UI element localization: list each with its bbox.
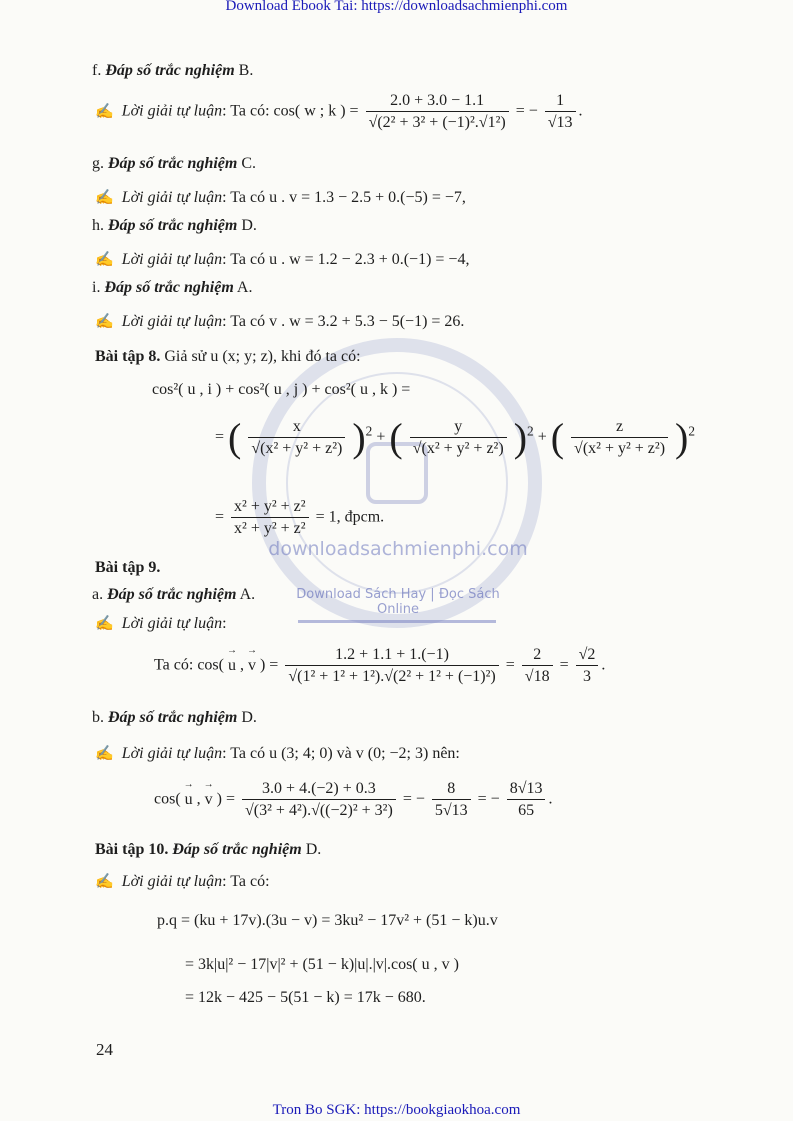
formula: u (3; 4; 0) và v (0; −2; 3) nên: [269, 745, 460, 762]
fraction-denominator: √13 [547, 114, 573, 131]
exercise-intro: Giả sử u (x; y; z), khi đó ta có: [164, 348, 361, 365]
answer-choice: B. [238, 62, 254, 79]
watermark-text: downloadsachmienphi.com [268, 538, 528, 560]
fraction-denominator: √(2² + 3² + (−1)².√1²) [368, 114, 506, 131]
fraction-numerator: 8 [432, 780, 471, 800]
conclusion: = 1, đpcm. [315, 508, 385, 526]
answer-choice: A. [236, 279, 253, 296]
answer-choice: C. [241, 155, 257, 172]
solution-label: Lời giải tự luận [121, 615, 223, 632]
fraction-denominator: √(3² + 4²).√((−2)² + 3²) [245, 802, 393, 819]
formula: u . v = 1.3 − 2.5 + 0.(−5) = −7, [269, 189, 466, 206]
solution-label: Lời giải tự luận [121, 313, 223, 330]
answer-label: Đáp số trắc nghiệm [107, 586, 237, 603]
fraction-denominator: 65 [518, 802, 535, 819]
item-i-answer [92, 279, 252, 297]
item-g-answer [92, 155, 256, 173]
exercise-title: Bài tập 8. [95, 348, 161, 365]
answer-choice: D. [241, 709, 257, 726]
exercise-10-answer [95, 841, 321, 859]
fraction-numerator: x [248, 418, 345, 438]
fraction [432, 780, 471, 820]
fraction [545, 92, 576, 132]
exercise-9-title: Bài tập 9. [95, 559, 161, 576]
ta-co: Ta có [230, 189, 266, 206]
fraction-numerator: x² + y² + z² [231, 498, 309, 518]
exercise-9b-answer [92, 709, 257, 727]
fraction-numerator: z [571, 418, 668, 438]
fraction [410, 418, 507, 458]
solution-label: Lời giải tự luận [121, 873, 223, 890]
fraction-denominator: √(x² + y² + z²) [412, 440, 504, 457]
answer-label: Đáp số trắc nghiệm [104, 279, 234, 296]
fraction-numerator: √2 [576, 646, 599, 666]
exercise-8-line1: cos²( u , i ) + cos²( u , j ) + cos²( u , k ) = [152, 381, 411, 398]
answer-label: Đáp số trắc nghiệm [108, 155, 238, 172]
fraction-denominator: √(1² + 1² + 1²).√(2² + 1² + (−1)²) [288, 668, 496, 685]
formula: v . w = 3.2 + 5.3 − 5(−1) = 26. [269, 313, 465, 330]
page-footer-link[interactable]: Tron Bo SGK: https://bookgiaokhoa.com [272, 1102, 521, 1118]
formula-lhs: cos( w ; k ) = [273, 102, 359, 120]
page-header-link[interactable]: Download Ebook Tai: https://downloadsachmienphi.com [225, 0, 568, 14]
pen-icon: ✍ [95, 190, 114, 206]
item-h-answer [92, 217, 257, 235]
solution-label: Lời giải tự luận [121, 102, 223, 120]
item-g-solution: ✍ Lời giải tự luận: Ta có u . v = 1.3 − 2.5 + 0.(−5) = −7, [95, 189, 466, 206]
exercise-10-line2: = 3k|u|² − 17|v|² + (51 − k)|u|.|v|.cos( u , v ) [185, 956, 459, 973]
fraction [248, 418, 345, 458]
pen-icon: ✍ [95, 874, 114, 890]
ta-co: Ta có: [230, 102, 270, 120]
fraction-numerator: y [410, 418, 507, 438]
fraction [522, 646, 553, 686]
solution-label: Lời giải tự luận [121, 189, 223, 206]
fraction-denominator: 5√13 [434, 802, 468, 819]
item-letter: h. [92, 217, 104, 234]
pen-icon: ✍ [95, 314, 114, 330]
exercise-9b-solution: ✍ Lời giải tự luận: Ta có u (3; 4; 0) và v (0; −2; 3) nên: [95, 745, 460, 762]
item-h-solution: ✍ Lời giải tự luận: Ta có u . w = 1.2 − 2.3 + 0.(−1) = −4, [95, 251, 470, 268]
exercise-9a-answer [92, 586, 255, 604]
fraction-denominator: √18 [524, 668, 550, 685]
fraction-denominator: x² + y² + z² [234, 520, 306, 537]
watermark-divider [298, 620, 496, 623]
fraction-numerator: 1 [545, 92, 576, 112]
pen-icon: ✍ [95, 746, 114, 762]
ta-co: Ta có [230, 745, 266, 762]
exercise-8-line3: = $\frac{\text{x² + y² + z²}}{\text{x² + y² + z²}}$ = 1, đpcm. [215, 498, 385, 537]
fraction [231, 498, 309, 538]
solution-label: Lời giải tự luận [121, 251, 223, 268]
fraction [366, 92, 509, 132]
solution-label: Lời giải tự luận [121, 745, 223, 762]
exercise-8-line2: = ( $\frac{x}{\text{√(x² + y² + z²)}}$ )$^2$ + ( $\frac{y}{\text{√(x² + y² + z²)}}$ )$^2$ + ( $\frac{z}{\text{√(x² + y² + z²)}}$ )$^2$ [215, 415, 696, 460]
exercise-title: Bài tập 10. [95, 841, 169, 858]
exercise-9b-formula: cos( → u , → v ) = $\frac{3.0 + 4.(-2) + 0.3}{\text{√(3² + 4²).√((−2)² + 3²)}}$ = − $\frac{8}{5√13}$ = − $\frac{8√13}{65}$ . [154, 780, 552, 820]
exercise-9a-formula: Ta có: cos( → u , → v ) = $\frac{1.2 + 1.1 + 1.(-1)}{\text{√(1² + 1² + 1²).√(2² + 1² + (−1)²)}}$ = $\frac{2}{√18}$ = $\frac{√2}{3}$ . [154, 646, 605, 686]
pen-icon: ✍ [95, 616, 114, 632]
ta-co: Ta có [230, 313, 266, 330]
fraction [285, 646, 498, 686]
item-letter: b. [92, 709, 104, 726]
ta-co: Ta có [230, 251, 266, 268]
answer-choice: A. [239, 586, 256, 603]
answer-label: Đáp số trắc nghiệm [172, 841, 302, 858]
fraction-numerator: 8√13 [507, 780, 546, 800]
fraction [571, 418, 668, 458]
item-letter: i. [92, 279, 101, 296]
fraction-numerator: 2 [522, 646, 553, 666]
item-letter: a. [92, 586, 104, 603]
item-letter: g. [92, 155, 104, 172]
answer-choice: D. [305, 841, 322, 858]
answer-label: Đáp số trắc nghiệm [105, 62, 235, 79]
answer-label: Đáp số trắc nghiệm [108, 217, 238, 234]
exercise-10-solution-label: ✍ Lời giải tự luận: Ta có: [95, 873, 270, 890]
item-letter: f. [92, 62, 102, 79]
fraction-numerator: 3.0 + 4.(−2) + 0.3 [242, 780, 396, 800]
item-i-solution: ✍ Lời giải tự luận: Ta có v . w = 3.2 + 5.3 − 5(−1) = 26. [95, 313, 465, 330]
fraction [576, 646, 599, 686]
watermark-subtext: Download Sách Hay | Đọc Sách Online [296, 587, 500, 617]
answer-choice: D. [241, 217, 257, 234]
ta-co: Ta có: [154, 656, 194, 674]
fraction [242, 780, 396, 820]
page-number: 24 [96, 1040, 113, 1059]
pen-icon: ✍ [95, 252, 114, 268]
fraction-denominator: 3 [583, 668, 591, 685]
exercise-8 [95, 348, 361, 366]
fraction-denominator: √(x² + y² + z²) [251, 440, 343, 457]
ta-co: Ta có: [230, 873, 270, 890]
item-f-answer [92, 62, 253, 80]
fraction-numerator: 1.2 + 1.1 + 1.(−1) [285, 646, 498, 666]
pen-icon: ✍ [95, 103, 114, 120]
fraction-denominator: √(x² + y² + z²) [574, 440, 666, 457]
exercise-9a-solution-label: ✍ Lời giải tự luận: [95, 615, 227, 632]
exercise-10-line3: = 12k − 425 − 5(51 − k) = 17k − 680. [185, 989, 426, 1006]
fraction-numerator: 2.0 + 3.0 − 1.1 [366, 92, 509, 112]
formula: u . w = 1.2 − 2.3 + 0.(−1) = −4, [269, 251, 470, 268]
fraction [507, 780, 546, 820]
item-f-solution: ✍ Lời giải tự luận: Ta có: cos( w ; k ) = $\frac{2.0 + 3.0 - 1.1}{\text{√(2² + 3² + (−1)².√1²)}}$ = − $\frac{1}{√13}$ . [95, 92, 583, 131]
exercise-10-line1: p.q = (ku + 17v).(3u − v) = 3ku² − 17v² + (51 − k)u.v [157, 912, 498, 929]
answer-label: Đáp số trắc nghiệm [108, 709, 238, 726]
